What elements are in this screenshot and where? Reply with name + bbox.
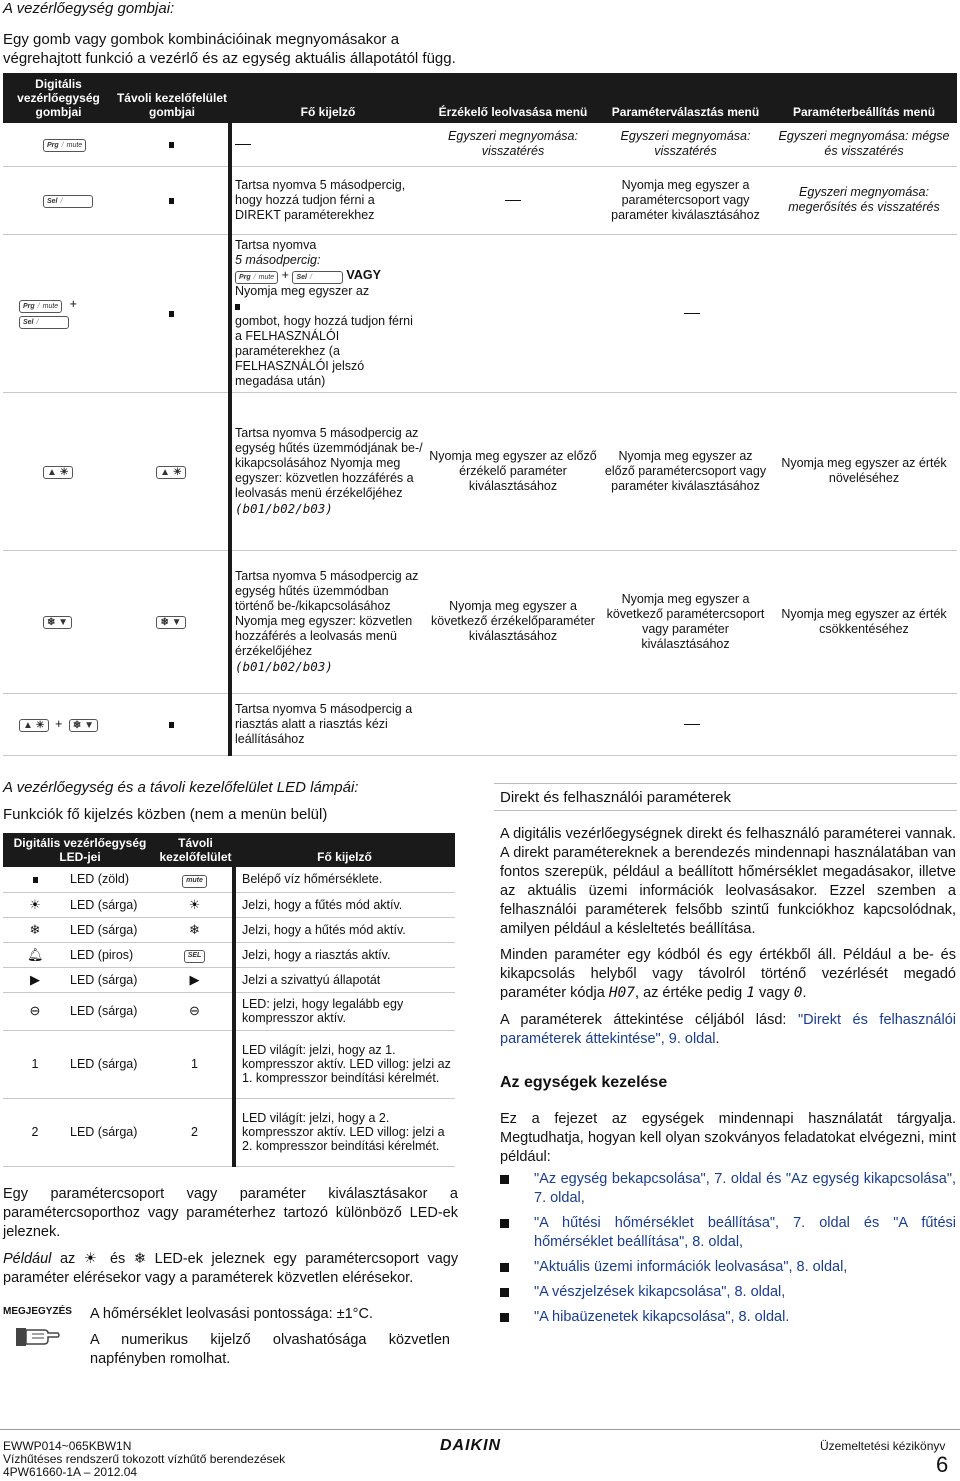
snowflake-icon: ❄ [29, 921, 41, 937]
mute-icon: mute [182, 875, 207, 888]
dash-icon [505, 200, 521, 201]
table-row [3, 693, 957, 755]
led-section-subtitle: Funkciók fő kijelzés közben (nem a menün belül) [3, 806, 328, 823]
text-line: Nyomja meg egyszer az [235, 283, 370, 298]
snowflake-icon: ❄ [133, 1251, 147, 1267]
table-row [3, 892, 455, 917]
table-row [3, 392, 957, 550]
sel-button-icon: Sel / [43, 195, 93, 208]
note-1: A hőmérséklet leolvasási pontossága: ±1°C. [90, 1306, 373, 1322]
led-para-2: Például az ☀ és ❄ LED-ek jeleznek egy paramétercsoport vagy paraméter elérésekor vagy a paraméterek közvetlen elérésekor. [3, 1251, 459, 1286]
square-line [235, 299, 423, 314]
button-cell [3, 392, 114, 550]
param-value: 1 [746, 985, 755, 1001]
list-item[interactable]: "Az egység bekapcsolása", 7. oldal és "Az egység kikapcsolása", 7. oldal, [500, 1170, 956, 1208]
list-item[interactable]: "A hibaüzenetek kikapcsolása", 8. oldal. [500, 1308, 956, 1327]
footer-model: EWWP014~065KBW1N [3, 1439, 132, 1453]
remote-number: 1 [157, 1030, 234, 1098]
remote-cell [114, 550, 230, 693]
remote-cell [157, 992, 234, 1030]
list-item[interactable]: "A vészjelzések kikapcsolása", 8. oldal, [500, 1283, 956, 1302]
intro-text: Egy gomb vagy gombok kombinációinak megnyomásakor a végrehajtott funkció a vezérlő és az egység aktuális állapotától függ. [3, 31, 456, 67]
snowflake-icon: ❄ [189, 921, 200, 937]
footer-desc: Vízhűtéses rendszerű tokozott vízhűtő berendezések [3, 1452, 286, 1466]
col-header: Digitális vezérlőegység gombjai [3, 73, 114, 123]
main-display-cell [230, 234, 426, 392]
led-label: LED (sárga) [67, 992, 157, 1030]
button-cell [3, 166, 114, 234]
table-row [3, 234, 957, 392]
other-menus-cell [426, 234, 957, 392]
remote-cell [157, 917, 234, 942]
table-row [3, 942, 455, 967]
button-cell [3, 550, 114, 693]
led-label: LED (sárga) [67, 917, 157, 942]
sensor-menu-cell: Nyomja meg egyszer az előző érzékelő paraméter kiválasztásához [426, 392, 600, 550]
footer-rule [0, 1429, 960, 1430]
section-title: A vezérlőegység gombjai: [3, 0, 175, 17]
button-cell [3, 234, 114, 392]
combo-line [235, 268, 423, 284]
led-desc: Jelzi a szivattyú állapotát [234, 967, 455, 992]
led-number: 1 [3, 1030, 67, 1098]
dash-icon [684, 313, 700, 314]
param-code: H07 [608, 985, 636, 1001]
led-label: LED (sárga) [67, 1098, 157, 1166]
col-header: Fő kijelző [234, 833, 455, 867]
para-direct-2: Minden paraméter egy kódból és egy értékből áll. Például a be- és kikapcsolás helyből vagy távolról történő vezérlését megadó paraméter kódja H07, az értéke pedig 1 vagy 0. [500, 947, 956, 1001]
main-display-cell [230, 123, 426, 166]
remote-cell [114, 123, 230, 166]
led-table [3, 833, 455, 1167]
table-row [3, 867, 455, 892]
led-icon-cell [3, 992, 67, 1030]
col-header: Távoli kezelőfelület gombjai [114, 73, 230, 123]
snow-down-button-icon: ❄ ▼ [69, 719, 98, 732]
led-desc: LED: jelzi, hogy legalább egy kompresszor aktív. [234, 992, 455, 1030]
col-header: Digitális vezérlőegység LED-jei [3, 833, 157, 867]
remote-cell [157, 892, 234, 917]
dash-icon [235, 144, 251, 145]
param-select-cell: Nyomja meg egyszer a paramétercsoport vagy paraméter kiválasztásához [600, 166, 771, 234]
remote-cell [114, 392, 230, 550]
para-direct-1: A digitális vezérlőegységnek direkt és felhasználó paraméterei vannak. A direkt paramétereknek a berendezés mindennapi használatában van fontos szerepük, például a beállított hőmérséklet megadásakor, illetve az aktuális üzemi információk leolvasásakor. Ezzel szemben a felhasználói paraméterek felsőbb szintű funkciókhoz kapcsolódnak, amilyen például a késleltetés beállítása. [500, 826, 956, 937]
overview-link[interactable]: "Direkt és felhasználói paraméterek áttekintése", 9. oldal [500, 1012, 956, 1047]
button-function-table [3, 73, 957, 756]
param-select-cell: Nyomja meg egyszer az előző paramétercsoport vagy paraméter kiválasztásához [600, 392, 771, 550]
param-set-cell: Nyomja meg egyszer az érték növeléséhez [771, 392, 957, 550]
square-icon [169, 722, 174, 728]
up-sun-button-icon: ▲ ☀ [19, 719, 49, 732]
note-hand-icon [14, 1322, 60, 1348]
table-row [3, 123, 957, 166]
table-row [3, 1098, 455, 1166]
plus-sign: + [55, 716, 63, 731]
sensor-menu-cell [426, 166, 600, 234]
plus-sign: + [281, 267, 289, 282]
param-value: 0 [793, 985, 803, 1001]
remote-cell [114, 693, 230, 755]
col-header: Paraméterbeállítás menü [771, 73, 957, 123]
led-label: LED (sárga) [67, 1030, 157, 1098]
sensor-menu-cell: Nyomja meg egyszer a következő érzékelőparaméter kiválasztásához [426, 550, 600, 693]
prg-mute-button-icon: Prg / mute [235, 271, 278, 284]
vagy-label: VAGY [346, 267, 381, 282]
remote-number: 2 [157, 1098, 234, 1166]
section-heading-operation: Az egységek kezelése [500, 1074, 668, 1091]
prg-mute-button-icon: Prg / mute [19, 300, 62, 313]
param-select-cell: Nyomja meg egyszer a következő paramétercsoport vagy paraméter kiválasztásához [600, 550, 771, 693]
square-icon [169, 311, 174, 317]
text-line: 5 másodpercig: [235, 252, 321, 267]
page-number: 6 [936, 1452, 949, 1477]
main-display-cell: Tartsa nyomva 5 másodpercig a riasztás alatt a riasztás kézi leállításához [230, 693, 426, 755]
led-desc: Belépő víz hőmérséklete. [234, 867, 455, 892]
table-header-row [3, 73, 957, 123]
bell-icon: 🔔︎ [27, 946, 44, 962]
main-display-cell: Tartsa nyomva 5 másodpercig, hogy hozzá tudjon férni a DIREKT paraméterekhez [230, 166, 426, 234]
led-desc: Jelzi, hogy a fűtés mód aktív. [234, 892, 455, 917]
text-line: Tartsa nyomva [235, 237, 317, 252]
table-row [3, 967, 455, 992]
sel-button-icon: Sel / [19, 316, 69, 329]
col-header: Érzékelő leolvasása menü [426, 73, 600, 123]
led-desc: LED világít: jelzi, hogy az 1. kompresszor aktív. LED villog: jelzi az 1. kompresszor beindítási kérelmét. [234, 1030, 455, 1098]
para-direct-3: A paraméterek áttekintése céljából lásd: "Direkt és felhasználói paraméterek áttekintése", 9. oldal. [500, 1012, 956, 1047]
snow-down-button-icon: ❄ ▼ [43, 616, 72, 629]
para-operation: Ez a fejezet az egységek mindennapi használatát tárgyalja. Megtudhatja, hogyan kell olyan szokványos feladatokat elvégezni, mint például: [500, 1111, 956, 1165]
remote-cell [157, 867, 234, 892]
table-row [3, 1030, 455, 1098]
led-label: LED (zöld) [67, 867, 157, 892]
led-label: LED (sárga) [67, 892, 157, 917]
button-cell [3, 123, 114, 166]
compressor-icon: ⊖ [29, 1003, 41, 1018]
led-desc: LED világít: jelzi, hogy a 2. kompresszor aktív. LED villog: jelzi a 2. kompresszor beindítási kérelmét. [234, 1098, 455, 1166]
sel-button-icon: Sel / [292, 271, 342, 284]
remote-cell [157, 967, 234, 992]
param-set-cell: Nyomja meg egyszer az érték csökkentéséhez [771, 550, 957, 693]
led-para-1: Egy paramétercsoport vagy paraméter kiválasztásakor a paramétercsoporthoz vagy paraméterhez tartozó különböző LED-ek jeleznek. [3, 1186, 458, 1240]
table-row [3, 166, 957, 234]
col-header: Fő kijelző [230, 73, 426, 123]
remote-cell [157, 942, 234, 967]
led-icon-cell [3, 892, 67, 917]
footer-left [3, 1440, 285, 1479]
led-label: LED (sárga) [67, 967, 157, 992]
sun-icon: ☀ [188, 896, 201, 912]
remote-cell [114, 166, 230, 234]
square-icon [235, 304, 240, 310]
dash-icon [684, 724, 700, 725]
sensor-menu-cell: Egyszeri megnyomása: visszatérés [426, 123, 600, 166]
pump-icon: ▶ [30, 971, 40, 987]
sensor-codes: (b01/b02/b03) [235, 658, 333, 674]
table-row [3, 550, 957, 693]
led-icon-cell [3, 867, 67, 892]
square-icon [33, 877, 38, 883]
up-sun-button-icon: ▲ ☀ [43, 466, 73, 479]
footer-code: 4PW61660-1A – 2012.04 [3, 1465, 138, 1479]
up-sun-button-icon: ▲ ☀ [156, 466, 186, 479]
col-header: Paraméterválasztás menü [600, 73, 771, 123]
pump-icon: ▶ [189, 971, 200, 987]
prg-mute-button-icon: Prg / mute [43, 139, 86, 152]
snow-down-button-icon: ❄ ▼ [156, 616, 185, 629]
led-section-title: A vezérlőegység és a távoli kezelőfelület LED lámpái: [3, 779, 359, 796]
table-row [3, 917, 455, 942]
table-header-row [3, 833, 455, 867]
button-cell [3, 693, 114, 755]
note-label: MEGJEGYZÉS [3, 1306, 72, 1317]
other-menus-cell [426, 693, 957, 755]
sun-icon: ☀ [29, 896, 41, 912]
list-item[interactable]: "Aktuális üzemi információk leolvasása", 8. oldal, [500, 1258, 956, 1277]
sel-icon: SEL [184, 950, 206, 963]
led-icon-cell [3, 967, 67, 992]
daikin-logo: DAIKIN [440, 1437, 502, 1454]
note-2: A numerikus kijelző olvashatósága közvetlen napfényben romolhat. [90, 1332, 450, 1367]
plus-sign: + [69, 297, 77, 311]
led-label: LED (piros) [67, 942, 157, 967]
param-set-cell: Egyszeri megnyomása: mégse és visszatérés [771, 123, 957, 166]
led-number: 2 [3, 1098, 67, 1166]
led-icon-cell [3, 917, 67, 942]
main-display-cell: Tartsa nyomva 5 másodpercig az egység hűtés üzemmódban történő be-/kikapcsolásához Nyomja meg egyszer: közvetlen hozzáférés a leolvasás menü érzékelőjéhez (b01/b02/b03) [230, 550, 426, 693]
led-desc: Jelzi, hogy a hűtés mód aktív. [234, 917, 455, 942]
sun-icon: ☀ [83, 1251, 102, 1267]
compressor-icon: ⊖ [189, 1003, 200, 1018]
led-icon-cell [3, 942, 67, 967]
section-heading-direct: Direkt és felhasználói paraméterek [494, 783, 957, 811]
footer-manual: Üzemeltetési kézikönyv [820, 1439, 946, 1453]
table-row [3, 992, 455, 1030]
main-display-cell: Tartsa nyomva 5 másodpercig az egység hűtés üzemmódjának be-/ kikapcsolásához Nyomja meg egyszer: közvetlen hozzáférés a leolvasás menü érzékelőjéhez (b01/b02/b03) [230, 392, 426, 550]
square-icon [169, 142, 174, 148]
square-icon [169, 198, 174, 204]
param-set-cell: Egyszeri megnyomása: megerősítés és visszatérés [771, 166, 957, 234]
col-header: Távoli kezelőfelület [157, 833, 234, 867]
list-item[interactable]: "A hűtési hőmérséklet beállítása", 7. oldal és "A fűtési hőmérséklet beállítása", 8. oldal, [500, 1214, 956, 1252]
remote-cell [114, 234, 230, 392]
text-line: gombot, hogy hozzá tudjon férni a FELHASZNÁLÓI paraméterekhez (a FELHASZNÁLÓI jelszó megadása után) [235, 313, 413, 388]
led-desc: Jelzi, hogy a riasztás aktív. [234, 942, 455, 967]
task-list [500, 1170, 956, 1333]
param-select-cell: Egyszeri megnyomása: visszatérés [600, 123, 771, 166]
sensor-codes: (b01/b02/b03) [235, 500, 333, 516]
